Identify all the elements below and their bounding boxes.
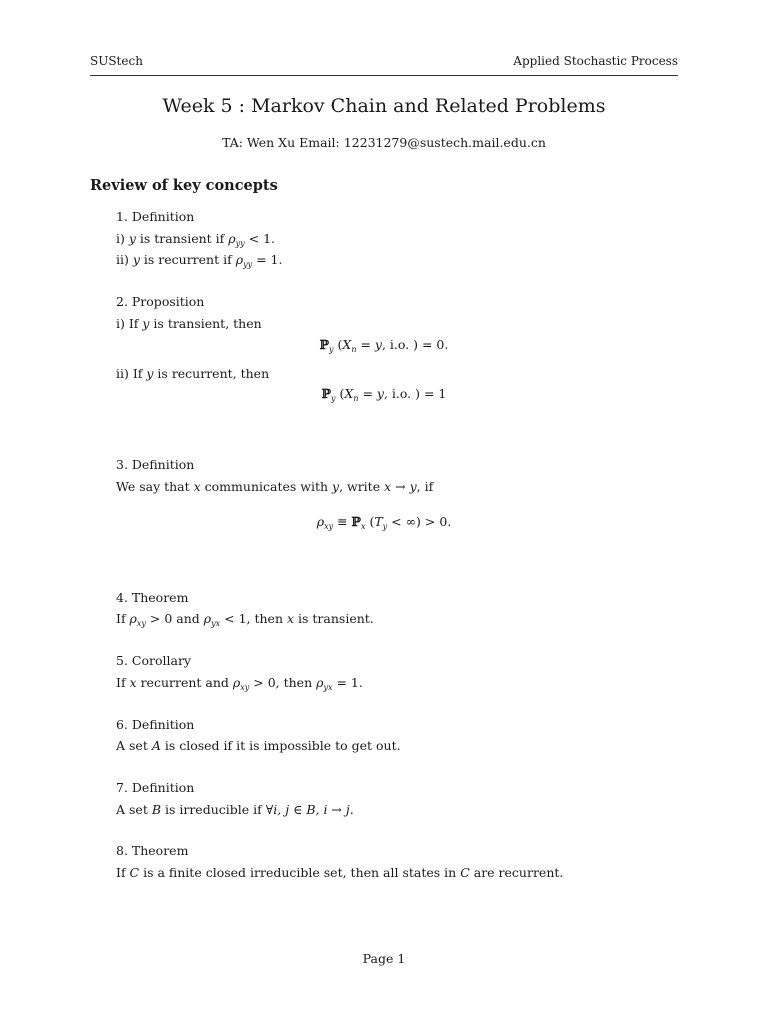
- section-heading: Review of key concepts: [90, 177, 278, 194]
- item-4-heading: 4. Theorem: [116, 590, 189, 605]
- item-2-heading: 2. Proposition: [116, 294, 205, 309]
- item-5-line-1: If x recurrent and $\rho_{xy} > 0$, then $\rho_{yx} = 1$.: [116, 675, 363, 692]
- item-8-heading: 8. Theorem: [116, 843, 189, 858]
- header-right: Applied Stochastic Process: [513, 54, 678, 68]
- item-7-heading: 7. Definition: [116, 780, 195, 795]
- item-8-line-1: If C is a finite closed irreducible set, then all states in C are recurrent.: [116, 865, 564, 880]
- header-rule: [90, 75, 678, 76]
- item-6-line-1: A set A is closed if it is impossible to get out.: [116, 738, 401, 753]
- item-1-line-1: i) y is transient if $\rho_{yy} < 1$.: [116, 231, 276, 248]
- item-2-line-2: ii) If y is recurrent, then: [116, 366, 270, 381]
- page-number: Page 1: [362, 951, 406, 966]
- item-1-line-2: ii) y is recurrent if $\rho_{yy} = 1$.: [116, 252, 283, 269]
- item-5-heading: 5. Corollary: [116, 653, 191, 668]
- item-4-line-1: If $\rho_{xy} > 0$ and $\rho_{yx} < 1$, then x is transient.: [116, 611, 374, 628]
- item-7-line-1: A set B is irreducible if ∀i, j ∈ B, i → j.: [116, 802, 354, 817]
- equation-recurrent: ℙ$_y$ ($X_n = y$, i.o. ) = 1: [321, 386, 447, 403]
- item-3-heading: 3. Definition: [116, 457, 195, 472]
- item-2-line-1: i) If y is transient, then: [116, 316, 262, 331]
- page-title: Week 5 : Markov Chain and Related Problems: [162, 95, 606, 117]
- item-3-line-1: We say that x communicates with y, write x → y, if: [116, 479, 434, 494]
- equation-communicates: $\rho_{xy}$ ≡ ℙ$_x$ ($T_y$ < ∞) > 0.: [316, 514, 452, 531]
- ta-info: TA: Wen Xu Email: 12231279@sustech.mail.edu.cn: [222, 135, 546, 150]
- item-6-heading: 6. Definition: [116, 717, 195, 732]
- header-left: SUStech: [90, 54, 143, 68]
- item-1-heading: 1. Definition: [116, 209, 195, 224]
- equation-transient: ℙ$_y$ ($X_n = y$, i.o. ) = 0.: [319, 337, 449, 354]
